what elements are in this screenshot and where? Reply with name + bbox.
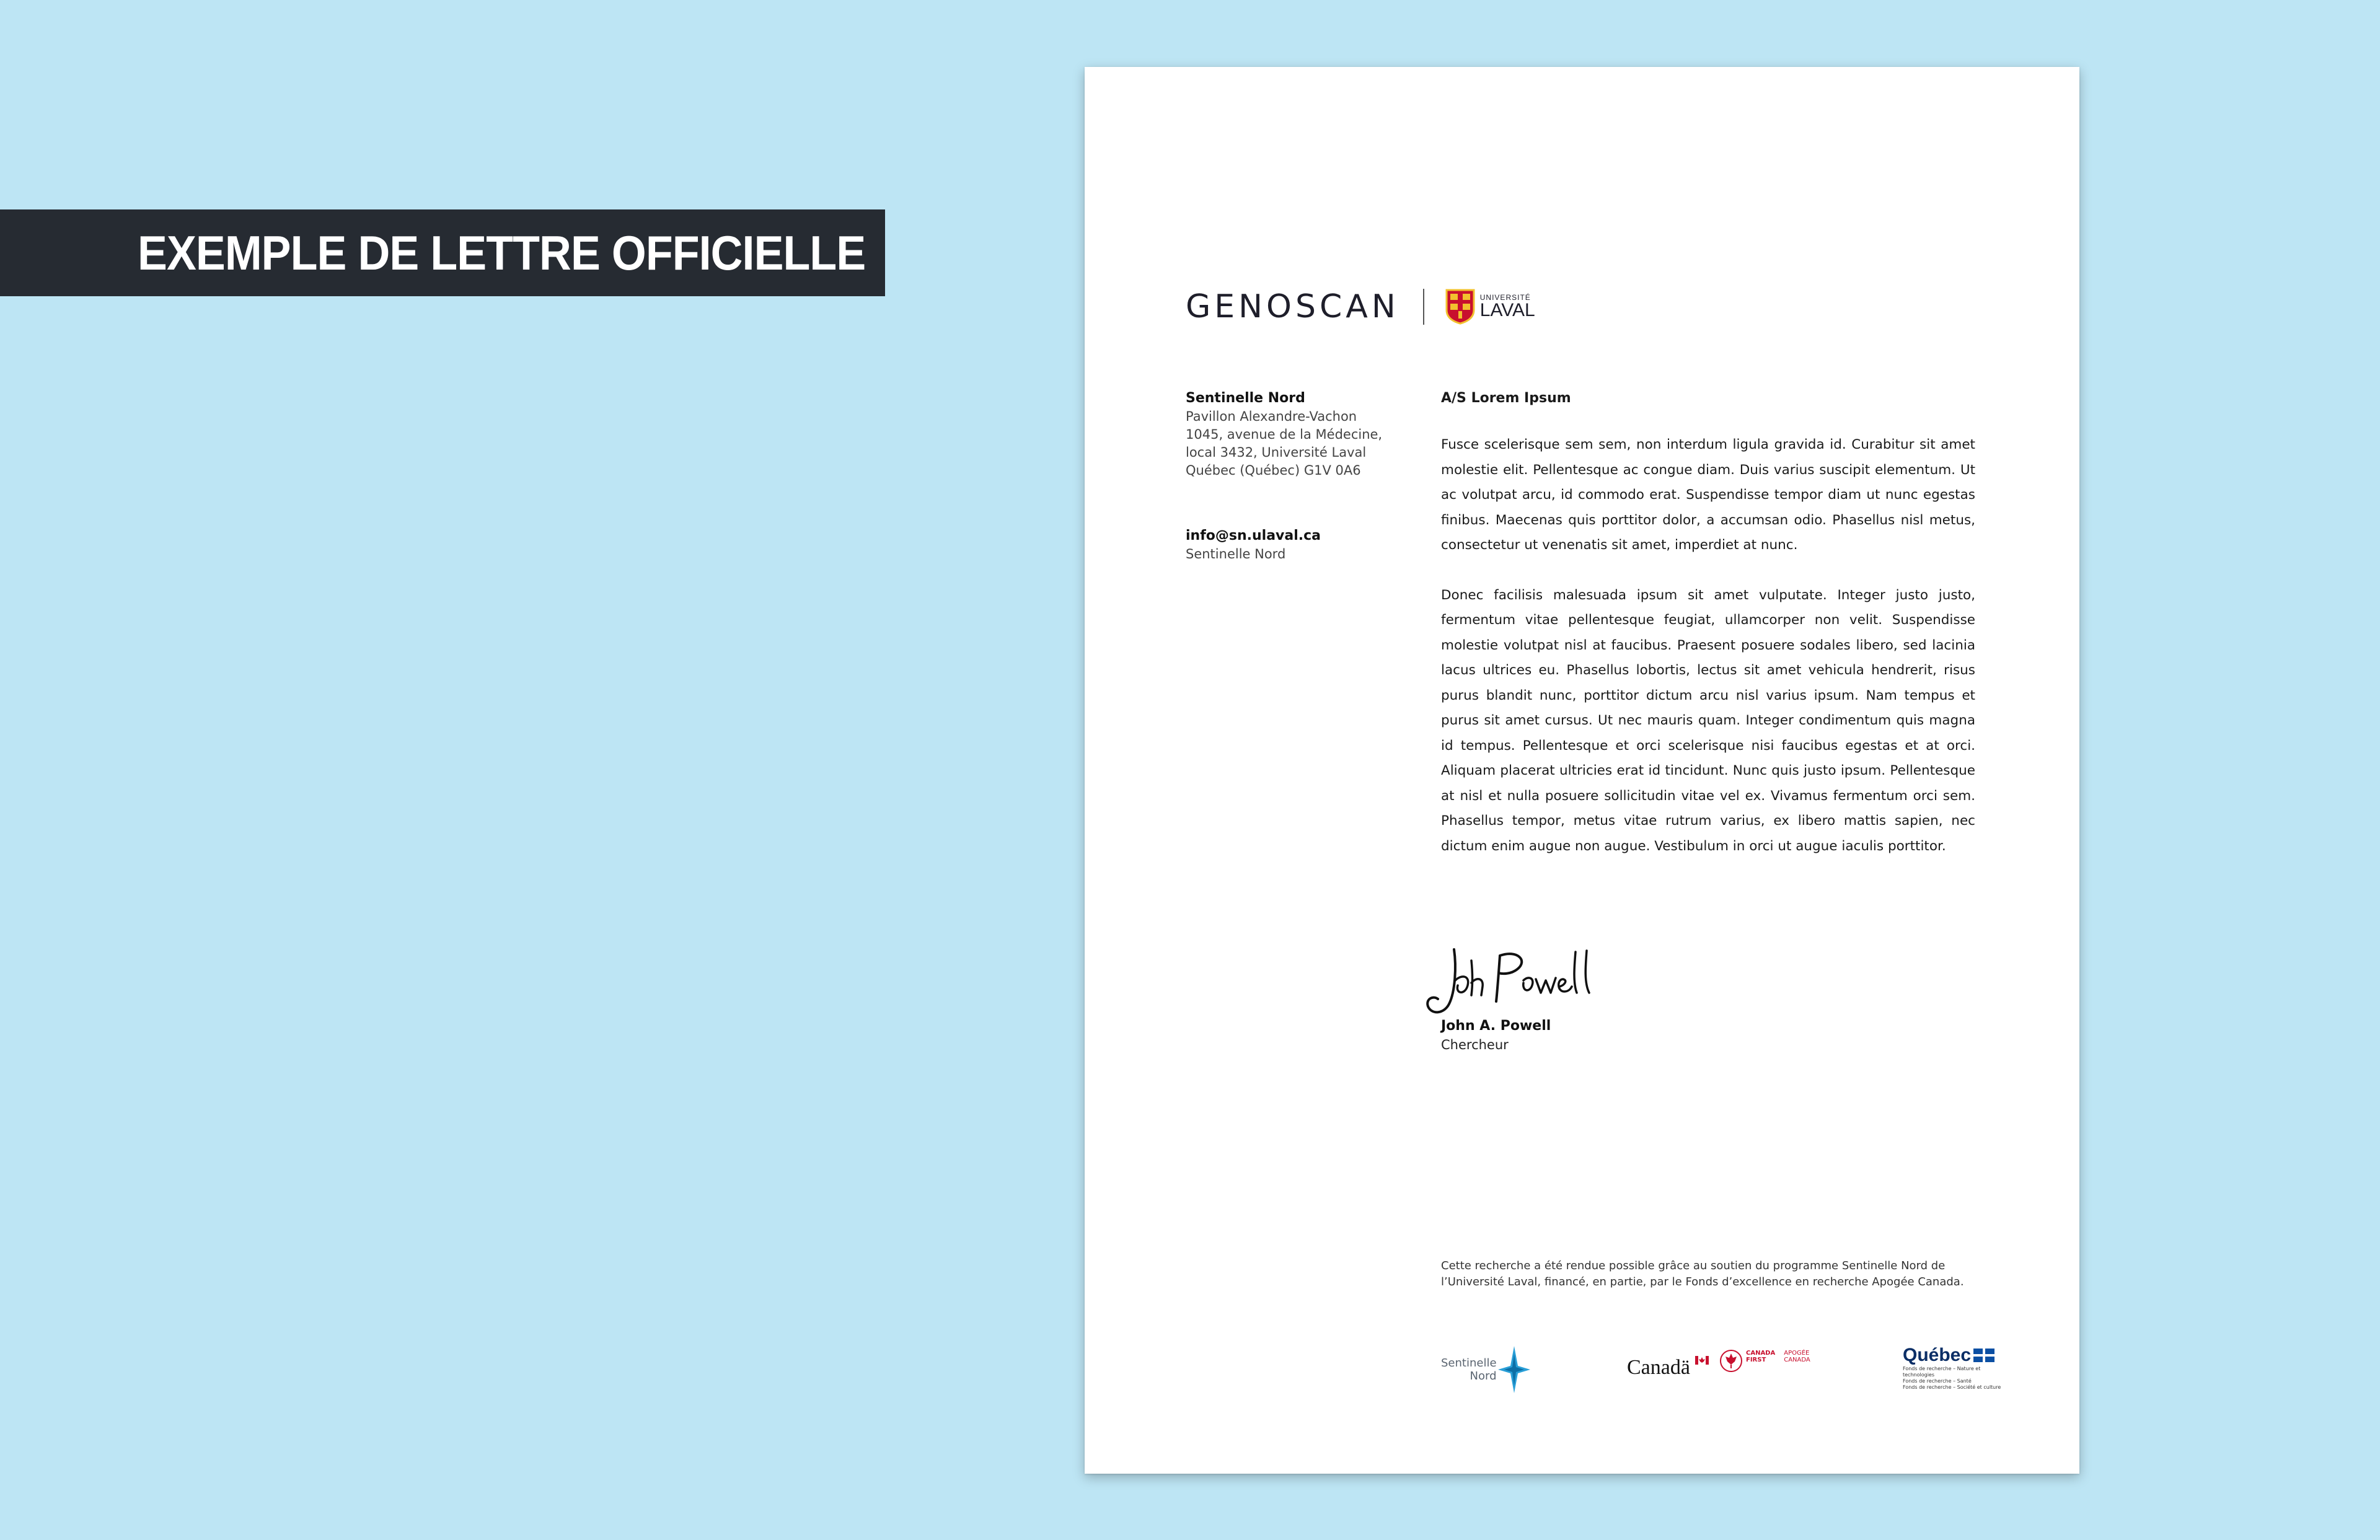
canada-flag-icon — [1695, 1356, 1709, 1365]
cfref-text-1: CANADA — [1746, 1350, 1776, 1357]
sender-email: info@sn.ulaval.ca — [1186, 528, 1321, 543]
canada-wordmark — [1627, 1356, 1709, 1379]
quebec-frq-logo — [1903, 1345, 2011, 1391]
sender-block — [1186, 389, 1409, 563]
sentinelle-text-2: Nord — [1470, 1370, 1497, 1383]
letter-body — [1441, 389, 1975, 884]
laval-big-text: LAVAL — [1479, 300, 1535, 320]
sentinelle-nord-logo — [1441, 1345, 1532, 1394]
paragraph-2: Donec facilisis malesuada ipsum sit amet vulputate. Integer justo justo, fermentum vitae pellentesque feugiat, ullamcorper non velit. Suspendisse molestie volutpat nisl at faucibus. Praesent posuere sodales libero, sed lacinia lacus ultrices eu. Phasellus lobortis, lectus sit amet vehicula hendrerit, risus purus blandit nunc, porttitor dictum arcu nisl varius ipsum. Nam tempus et purus sit amet cursus. Ut nec mauris quam. Integer condimentum quis magna id tempus. Pellentesque et orci scelerisque nisi faucibus egestas et at orci. Aliquam placerat ultricies erat id tincidunt. Nunc quis justo ipsum. Pellentesque at nisl et nulla posuere sollicitudin vitae vel ex. Vivamus fermentum orci sem. Phasellus tempor, metus vitae rutrum varius, ex libero mattis sapien, nec dictum enim augue non augue. Vestibulum in orci ut augue iaculis porttitor. — [1441, 587, 1975, 854]
quebec-flag-icon — [1973, 1349, 1994, 1362]
banner-title: EXEMPLE DE LETTRE OFFICIELLE — [138, 225, 866, 280]
apogee-text-2: CANADA — [1784, 1357, 1810, 1363]
maple-leaf-icon — [1720, 1350, 1742, 1372]
frq-nature: Fonds de recherche – Nature et technologies — [1903, 1366, 1981, 1378]
sender-email-label: Sentinelle Nord — [1186, 547, 1286, 561]
frq-societe: Fonds de recherche – Société et culture — [1903, 1384, 2001, 1390]
signer-role: Chercheur — [1441, 1037, 1509, 1052]
cfref-text-2: FIRST — [1746, 1357, 1766, 1363]
funder-logos — [1441, 1337, 2011, 1399]
quebec-wordmark: Québec — [1903, 1345, 1972, 1365]
sentinelle-text-1: Sentinelle — [1441, 1357, 1497, 1370]
cfref-logo — [1720, 1350, 1810, 1372]
letter-page — [1085, 67, 2079, 1474]
salutation: A/S Lorem Ipsum — [1441, 390, 1571, 406]
title-banner — [0, 209, 885, 296]
frq-sante: Fonds de recherche – Santé — [1903, 1378, 1972, 1384]
funding-note: Cette recherche a été rendue possible grâce au soutien du programme Sentinelle Nord de l’Université Laval, financé, en partie, par le Fonds d’excellence en recherche Apogée Canada. — [1441, 1259, 1964, 1288]
laval-small-text: UNIVERSITÉ — [1479, 293, 1531, 302]
compass-star-icon — [1497, 1345, 1532, 1394]
sender-org: Sentinelle Nord — [1186, 390, 1305, 406]
letterhead-logos — [1186, 285, 1535, 328]
apogee-text-1: APOGÉE — [1784, 1350, 1810, 1357]
universite-laval-logo — [1445, 289, 1535, 325]
handwritten-signature — [1424, 942, 1604, 1023]
signer-name: John A. Powell — [1441, 1018, 1551, 1034]
logo-divider — [1423, 289, 1424, 325]
canada-wordmark-text: Canadä — [1627, 1356, 1690, 1379]
laval-crest-icon — [1445, 289, 1475, 325]
genoscan-logo: GENOSCAN — [1186, 288, 1399, 325]
paragraph-1: Fusce scelerisque sem sem, non interdum ligula gravida id. Curabitur sit amet molestie elit. Pellentesque ac congue diam. Duis varius suscipit elementum. Ut ac volutpat arcu, id commodo erat. Suspendisse tempor diam ut nunc egestas finibus. Maecenas quis porttitor dolor, a accumsan odio. Phasellus nisl metus, consectetur ut venenatis sit amet, imperdiet at nunc. — [1441, 437, 1975, 553]
sender-address: Pavillon Alexandre-Vachon 1045, avenue de la Médecine, local 3432, Université Laval Québec (Québec) G1V 0A6 — [1186, 409, 1383, 478]
